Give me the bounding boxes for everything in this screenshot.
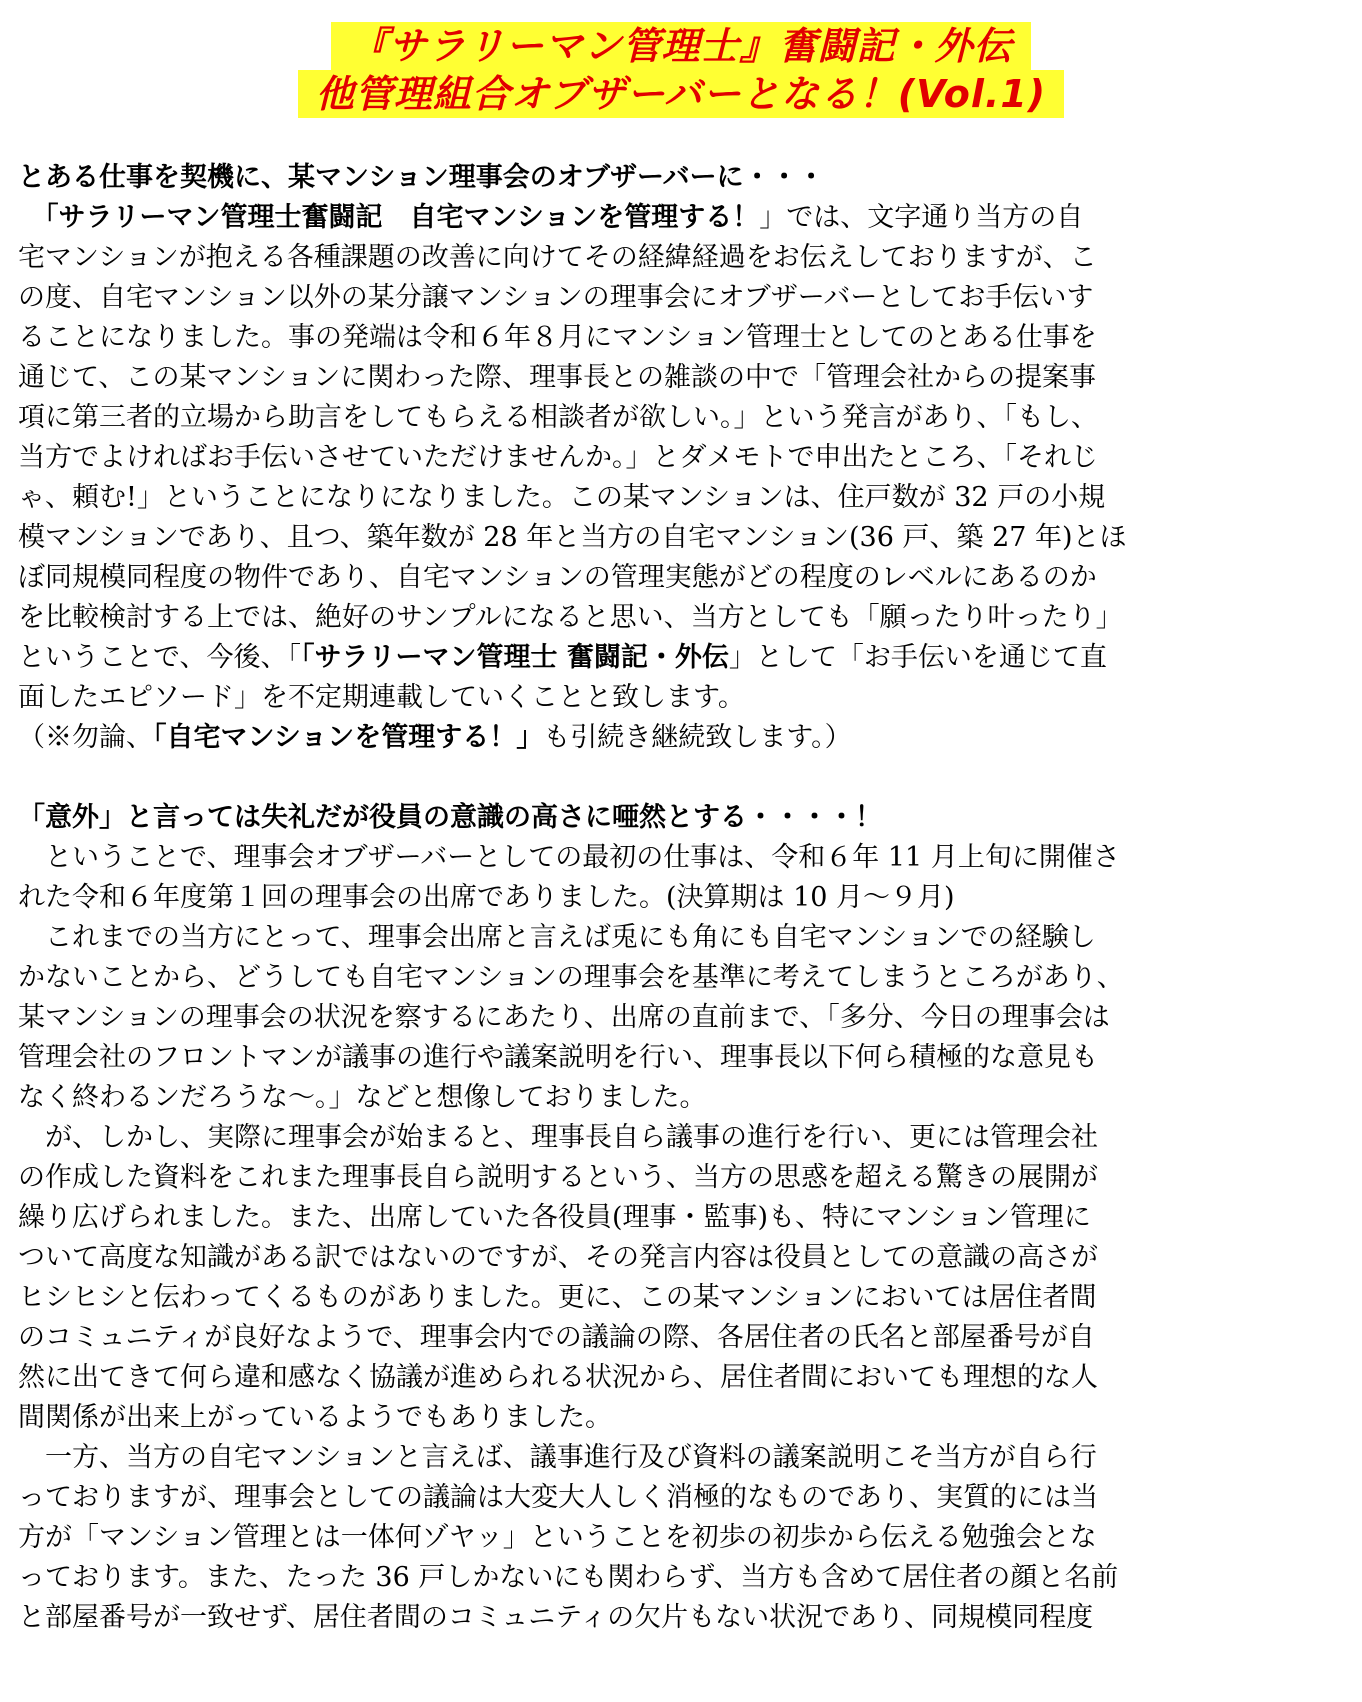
line-text: 方が「マンション管理とは一体何ゾヤッ」ということを初歩の初歩から伝える勉強会とな xyxy=(18,1522,1097,1553)
body-line xyxy=(18,1518,1344,1558)
body-line xyxy=(18,638,1344,678)
body-line xyxy=(18,1318,1344,1358)
line-text: と部屋番号が一致せず、居住者間のコミュニティの欠片もない状況であり、同規模同程度 xyxy=(18,1602,1094,1633)
line-text: ゃ、頼む!」ということになりになりました。この某マンションは、住戸数が 32 戸の小規 xyxy=(18,482,1106,513)
emphasis-text: 「サラリーマン管理士 奮闘記・外伝 xyxy=(300,642,729,673)
line-text xyxy=(18,202,45,233)
body-line xyxy=(18,198,1344,238)
document-page xyxy=(18,22,1344,1638)
body-line xyxy=(18,1558,1344,1598)
line-text: 一方、当方の自宅マンションと言えば、議事進行及び資料の議案説明こそ当方が自ら行 xyxy=(18,1442,1097,1473)
line-text: の作成した資料をこれまた理事長自ら説明するという、当方の思惑を超える驚きの展開が xyxy=(18,1162,1098,1193)
line-text: 然に出てきて何ら違和感なく協議が進められる状況から、居住者間においても理想的な人 xyxy=(18,1362,1098,1393)
line-text: これまでの当方にとって、理事会出席と言えば兎にも角にも自宅マンションでの経験し xyxy=(18,922,1096,953)
body-line xyxy=(18,518,1344,558)
title-block xyxy=(18,22,1344,118)
body-line xyxy=(18,1038,1344,1078)
body-line xyxy=(18,358,1344,398)
line-text: 模マンションであり、且つ、築年数が 28 年と当方の自宅マンション(36 戸、築 27 年)とほ xyxy=(18,522,1127,553)
line-text: 」として「お手伝いを通じて直 xyxy=(728,642,1107,673)
line-text: なく終わるンだろうな～。」などと想像しておりました。 xyxy=(18,1082,707,1113)
line-text: （※勿論、 xyxy=(18,722,153,753)
line-text: 」では、文字通り当方の自 xyxy=(759,202,1084,233)
line-text: 当方でよければお手伝いさせていただけませんか。」とダメモトで申出たところ、「それじ xyxy=(18,442,1098,473)
title-line-1: 『サラリーマン管理士』奮闘記・外伝 xyxy=(331,22,1030,70)
line-text: 宅マンションが抱える各種課題の改善に向けてその経緯経過をお伝えしておりますが、こ xyxy=(18,242,1097,273)
body-line xyxy=(18,1158,1344,1198)
body-line xyxy=(18,1478,1344,1518)
body-line xyxy=(18,1078,1344,1118)
body-line xyxy=(18,438,1344,478)
line-text: ることになりました。事の発端は令和６年８月にマンション管理士としてのとある仕事を xyxy=(18,322,1097,353)
line-text: のコミュニティが良好なようで、理事会内での議論の際、各居住者の氏名と部屋番号が自 xyxy=(18,1322,1095,1353)
line-text: かないことから、どうしても自宅マンションの理事会を基準に考えてしまうところがあり、 xyxy=(18,962,1124,993)
body-line xyxy=(18,478,1344,518)
line-text: ぼ同規模同程度の物件であり、自宅マンションの管理実態がどの程度のレベルにあるのか xyxy=(18,562,1097,593)
line-text: の度、自宅マンション以外の某分譲マンションの理事会にオブザーバーとしてお手伝いす xyxy=(18,282,1094,313)
body-line xyxy=(18,718,1344,758)
body-line xyxy=(18,598,1344,638)
body-line xyxy=(18,918,1344,958)
body-line xyxy=(18,238,1344,278)
body-line xyxy=(18,1278,1344,1318)
line-text: 通じて、この某マンションに関わった際、理事長との雑談の中で「管理会社からの提案事 xyxy=(18,362,1096,393)
line-text: ついて高度な知識がある訳ではないのですが、その発言内容は役員としての意識の高さが xyxy=(18,1242,1098,1273)
line-text: れた令和６年度第１回の理事会の出席でありました。(決算期は 10 月～９月) xyxy=(18,882,955,913)
section2-heading: 「意外」と言っては失礼だが役員の意識の高さに唖然とする・・・・！ xyxy=(18,802,882,833)
title-line-2: 他管理組合オブザーバーとなる！(Vol.1) xyxy=(298,70,1064,118)
body-line xyxy=(18,1198,1344,1238)
section1-body xyxy=(18,198,1344,758)
line-text: が、しかし、実際に理事会が始まると、理事長自ら議事の進行を行い、更には管理会社 xyxy=(18,1122,1098,1153)
body-line xyxy=(18,1398,1344,1438)
body-line xyxy=(18,318,1344,358)
body-line xyxy=(18,278,1344,318)
body-line xyxy=(18,838,1344,878)
body-line xyxy=(18,958,1344,998)
body-line xyxy=(18,1238,1344,1278)
section2-body xyxy=(18,838,1344,1638)
emphasis-text: 「サラリーマン管理士奮闘記 自宅マンションを管理する！ xyxy=(45,202,760,233)
body-line xyxy=(18,678,1344,718)
body-line xyxy=(18,1118,1344,1158)
body-line xyxy=(18,878,1344,918)
body-line xyxy=(18,558,1344,598)
emphasis-text: 「自宅マンションを管理する！」 xyxy=(153,722,544,753)
line-text: っております。また、たった 36 戸しかないにも関わらず、当方も含めて居住者の顔と名前 xyxy=(18,1562,1119,1593)
line-text: 項に第三者的立場から助言をしてもらえる相談者が欲しい。」という発言があり、「もし、 xyxy=(18,402,1098,433)
body-line xyxy=(18,998,1344,1038)
body-line xyxy=(18,1598,1344,1638)
line-text: も引続き継続致します。） xyxy=(543,722,852,753)
section1-heading: とある仕事を契機に、某マンション理事会のオブザーバーに・・・ xyxy=(18,162,825,193)
line-text: 間関係が出来上がっているようでもありました。 xyxy=(18,1402,612,1433)
line-text: ということで、理事会オブザーバーとしての最初の仕事は、令和６年 11 月上旬に開催さ xyxy=(18,842,1120,873)
line-text: 管理会社のフロントマンが議事の進行や議案説明を行い、理事長以下何ら積極的な意見も xyxy=(18,1042,1098,1073)
line-text: 繰り広げられました。また、出席していた各役員(理事・監事)も、特にマンション管理に xyxy=(18,1202,1091,1233)
body-line xyxy=(18,1358,1344,1398)
line-text: 某マンションの理事会の状況を察するにあたり、出席の直前まで、「多分、今日の理事会は xyxy=(18,1002,1110,1033)
line-text: ということで、今後、「 xyxy=(18,642,301,673)
line-text: を比較検討する上では、絶好のサンプルになると思い、当方としても「願ったり叶ったり」 xyxy=(18,602,1123,633)
line-text: っておりますが、理事会としての議論は大変大人しく消極的なものであり、実質的には当 xyxy=(18,1482,1098,1513)
body-line xyxy=(18,398,1344,438)
line-text: ヒシヒシと伝わってくるものがありました。更に、この某マンションにおいては居住者間 xyxy=(18,1282,1097,1313)
section-spacer xyxy=(18,758,1344,798)
body-line xyxy=(18,1438,1344,1478)
line-text: 面したエピソード」を不定期連載していくことと致します。 xyxy=(18,682,745,713)
